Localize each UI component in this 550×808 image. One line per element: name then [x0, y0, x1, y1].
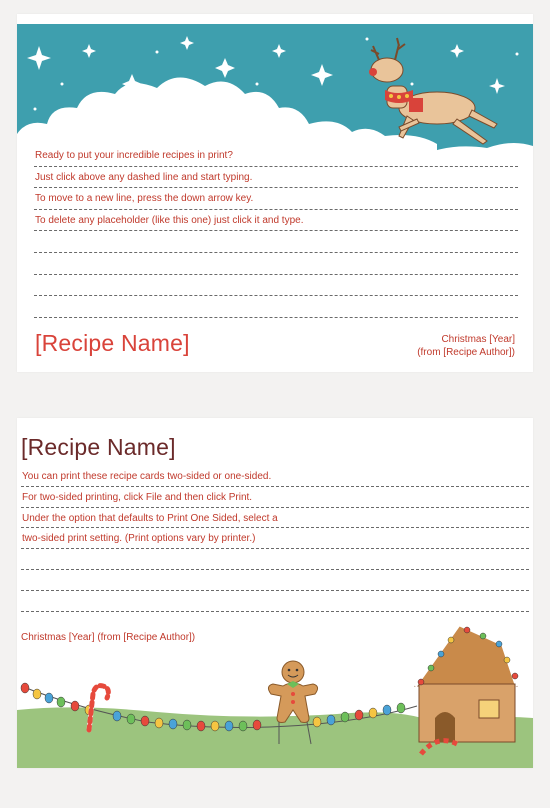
- recipe-meta: [417, 333, 515, 359]
- recipe-name-title[interactable]: [Recipe Name]: [21, 434, 176, 460]
- recipe-line[interactable]: Ready to put your incredible recipes in print?: [34, 145, 518, 167]
- recipe-line[interactable]: Under the option that defaults to Print One Sided, select a: [21, 508, 529, 529]
- recipe-line[interactable]: [21, 591, 529, 612]
- recipe-line[interactable]: For two-sided printing, click File and then click Print.: [21, 487, 529, 508]
- recipe-card-bottom: [17, 418, 533, 768]
- recipe-line[interactable]: [21, 549, 529, 570]
- instruction-lines-top: [34, 145, 518, 318]
- recipe-name-title[interactable]: [Recipe Name]: [35, 330, 190, 356]
- recipe-line[interactable]: To delete any placeholder (like this one) just click it and type.: [34, 210, 518, 232]
- recipe-line[interactable]: [34, 296, 518, 318]
- recipe-line[interactable]: [21, 570, 529, 591]
- recipe-line[interactable]: To move to a new line, press the down arrow key.: [34, 188, 518, 210]
- recipe-line[interactable]: [34, 231, 518, 253]
- recipe-line[interactable]: two-sided print setting. (Print options vary by printer.): [21, 528, 529, 549]
- recipe-meta[interactable]: Christmas [Year] (from [Recipe Author]): [21, 632, 196, 643]
- recipe-line[interactable]: [34, 275, 518, 297]
- recipe-line[interactable]: [34, 253, 518, 275]
- recipe-author[interactable]: (from [Recipe Author]): [417, 347, 515, 358]
- recipe-card-top: [17, 14, 533, 372]
- instruction-lines-bottom: [21, 466, 529, 612]
- winter-sky-banner: [17, 24, 533, 158]
- recipe-line[interactable]: Just click above any dashed line and start typing.: [34, 167, 518, 189]
- recipe-line[interactable]: You can print these recipe cards two-sided or one-sided.: [21, 466, 529, 487]
- gingerbread-footer-scene: [17, 614, 533, 768]
- gingerbread-house-icon: [415, 624, 518, 754]
- occasion-year[interactable]: Christmas [Year]: [441, 334, 515, 345]
